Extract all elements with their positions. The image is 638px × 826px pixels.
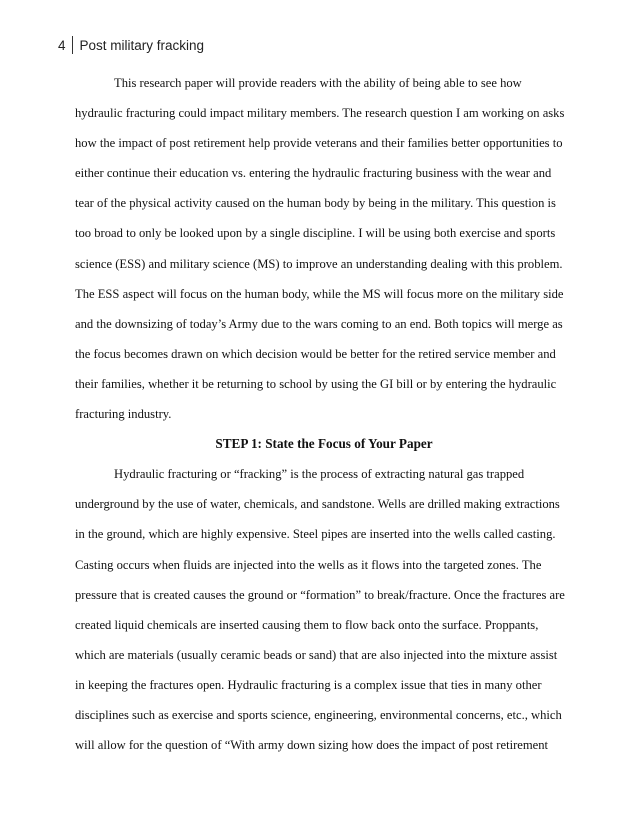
paragraph-line: underground by the use of water, chemicals, and sandstone. Wells are drilled making extractions xyxy=(75,497,560,512)
paragraph-line: Hydraulic fracturing or “fracking” is the process of extracting natural gas trapped xyxy=(114,467,525,482)
paragraph-line: will allow for the question of “With army down sizing how does the impact of post retirement xyxy=(75,738,549,753)
paragraph-line: hydraulic fracturing could impact military members. The research question I am working on asks xyxy=(75,106,565,121)
paragraph-line: created liquid chemicals are inserted causing them to flow back onto the surface. Proppants, xyxy=(75,617,539,632)
paragraph-line: This research paper will provide readers with the ability of being able to see how xyxy=(114,76,522,90)
section-heading: STEP 1: State the Focus of Your Paper xyxy=(215,436,433,452)
paragraph-line: pressure that is created causes the ground or “formation” to break/fracture. Once the fractures are xyxy=(75,587,565,602)
running-title: Post military fracking xyxy=(79,37,205,53)
paragraph-line: science (ESS) and military science (MS) to improve an understanding dealing with this problem. xyxy=(75,256,563,271)
paragraph-line: which are materials (usually ceramic beads or sand) that are also injected into the mixture assist xyxy=(75,647,558,662)
paragraph-line: how the impact of post retirement help provide veterans and their families better opportunities to xyxy=(75,136,563,151)
paragraph-line: Casting occurs when fluids are injected into the wells as it flows into the targeted zones. The xyxy=(75,557,542,572)
paragraph-line: in keeping the fractures open. Hydraulic fracturing is a complex issue that ties in many other xyxy=(75,677,542,692)
paragraph-line: the focus becomes drawn on which decision would be better for the retired service member and xyxy=(75,346,556,361)
paragraph-line: tear of the physical activity caused on the human body by being in the military. This question is xyxy=(75,196,556,211)
header-divider xyxy=(72,36,73,54)
paragraph-line: either continue their education vs. entering the hydraulic fracturing business with the wear and xyxy=(75,166,552,181)
paragraph-line: fracturing industry. xyxy=(75,407,172,422)
paragraph-line: disciplines such as exercise and sports science, engineering, environmental concerns, etc., which xyxy=(75,707,562,722)
paragraph-line: The ESS aspect will focus on the human body, while the MS will focus more on the military side xyxy=(75,286,564,301)
paragraph-line: in the ground, which are highly expensive. Steel pipes are inserted into the wells called casting. xyxy=(75,527,556,542)
running-header xyxy=(58,34,204,56)
paragraph-line: too broad to only be looked upon by a single discipline. I will be using both exercise and sports xyxy=(75,226,556,241)
paragraph-line: and the downsizing of today’s Army due to the wars coming to an end. Both topics will merge as xyxy=(75,316,563,331)
body-text xyxy=(75,68,573,760)
paragraph-line: their families, whether it be returning to school by using the GI bill or by entering the hydraulic xyxy=(75,376,557,391)
page-number: 4 xyxy=(58,37,66,53)
